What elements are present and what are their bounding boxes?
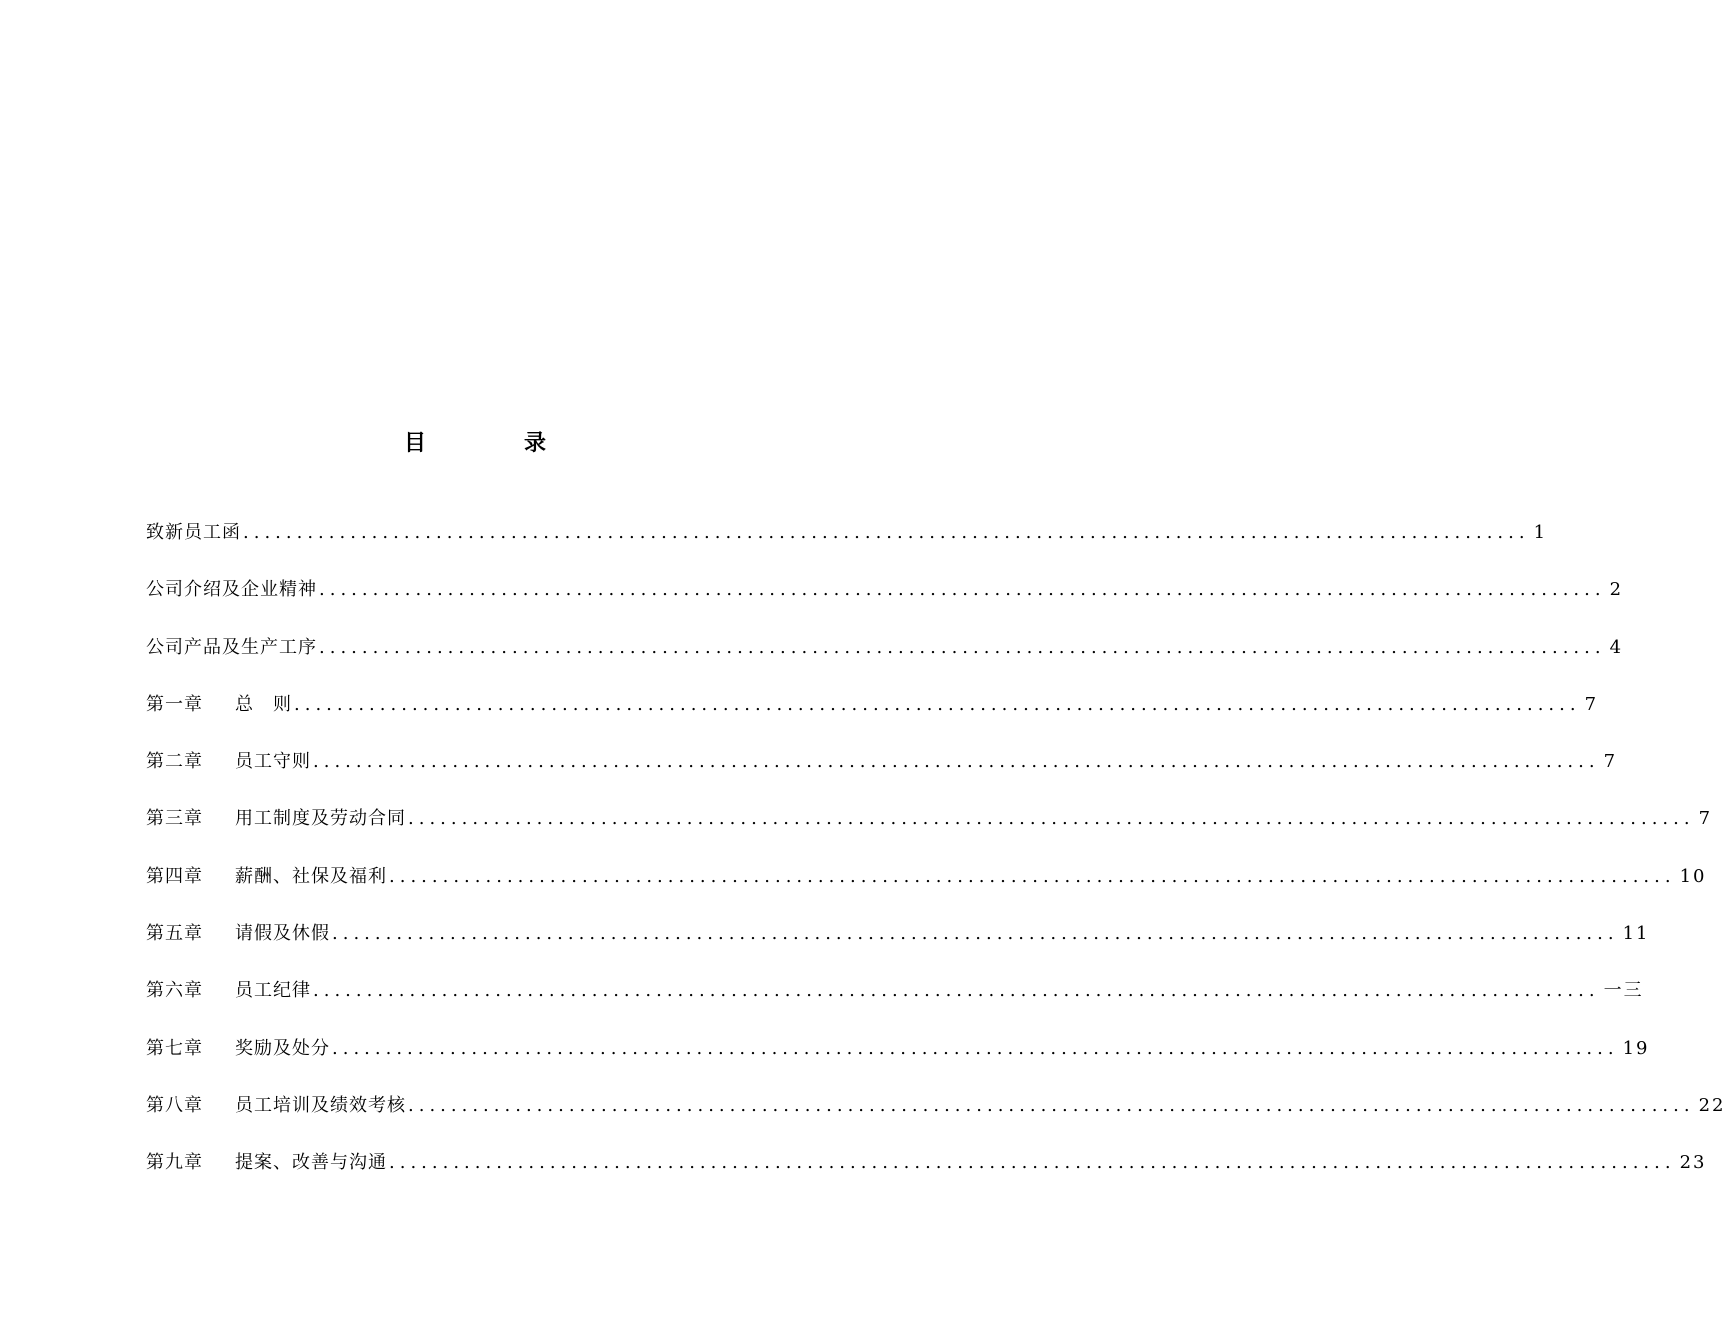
toc-chapter: 第三章 [146,808,203,830]
toc-page-number: 23 [1679,1152,1707,1174]
toc-list [146,519,1726,1207]
toc-page-number: 一三 [1603,980,1644,1002]
toc-chapter: 第六章 [146,980,203,1002]
toc-dot-leader: ........................................................................................................................ [332,923,1619,945]
toc-dot-leader: ........................................................................................................................ [389,865,1676,887]
toc-entry-title: 奖励及处分 [235,1037,330,1059]
toc-entry[interactable] [146,977,1644,1034]
toc-dot-leader: ........................................................................................................................ [332,1037,1619,1059]
toc-dot-leader: ........................................................................................................................ [389,1152,1676,1174]
toc-entry-title: 请假及休假 [235,923,330,945]
toc-dot-leader: ........................................................................................................................ [243,522,1530,543]
toc-dot-leader: ........................................................................................................................ [294,693,1581,715]
toc-entry-title: 提案、改善与沟通 [235,1152,387,1174]
toc-chapter: 第七章 [146,1037,203,1059]
toc-entry-title: 员工纪律 [235,980,311,1002]
toc-dot-leader: ........................................................................................................................ [408,1094,1695,1116]
toc-page-number: 10 [1679,865,1707,887]
toc-page-number: 4 [1609,636,1624,658]
toc-dot-leader: ........................................................................................................................ [319,636,1606,658]
toc-entry[interactable] [146,748,1618,805]
toc-entry-title: 员工守则 [235,751,311,773]
toc-page-number: 7 [1584,693,1599,715]
toc-chapter: 第八章 [146,1094,203,1116]
toc-page-number: 7 [1603,751,1618,773]
toc-entry[interactable] [146,691,1599,748]
toc-page-number: 22 [1698,1094,1726,1116]
toc-dot-leader: ........................................................................................................................ [408,808,1695,830]
toc-entry[interactable] [146,519,1548,576]
toc-chapter: 第一章 [146,693,203,715]
toc-entry-title: 总 则 [235,693,292,715]
toc-page-number: 11 [1622,923,1650,945]
toc-title: 目 录 [403,430,584,456]
toc-entry[interactable] [146,1035,1650,1092]
toc-entry[interactable] [146,576,1624,633]
toc-dot-leader: ........................................................................................................................ [313,980,1600,1002]
toc-page-number: 19 [1622,1037,1650,1059]
toc-dot-leader: ........................................................................................................................ [319,579,1606,601]
toc-dot-leader: ........................................................................................................................ [313,751,1600,773]
toc-entry[interactable] [146,920,1650,977]
toc-page-number: 1 [1533,522,1548,543]
toc-entry-title: 公司产品及生产工序 [146,636,317,658]
toc-entry-title: 薪酬、社保及福利 [235,865,387,887]
toc-entry[interactable] [146,1092,1726,1149]
toc-page-number: 2 [1609,579,1624,601]
toc-chapter: 第四章 [146,865,203,887]
toc-chapter: 第二章 [146,751,203,773]
toc-entry-title: 公司介绍及企业精神 [146,579,317,601]
toc-entry[interactable] [146,1149,1707,1206]
toc-entry-title: 员工培训及绩效考核 [235,1094,406,1116]
toc-page-number: 7 [1698,808,1713,830]
toc-chapter: 第五章 [146,923,203,945]
toc-entry-title: 致新员工函 [146,522,241,543]
toc-entry[interactable] [146,634,1624,691]
toc-chapter: 第九章 [146,1152,203,1174]
toc-entry[interactable] [146,805,1713,862]
toc-entry-title: 用工制度及劳动合同 [235,808,406,830]
toc-entry[interactable] [146,863,1707,920]
